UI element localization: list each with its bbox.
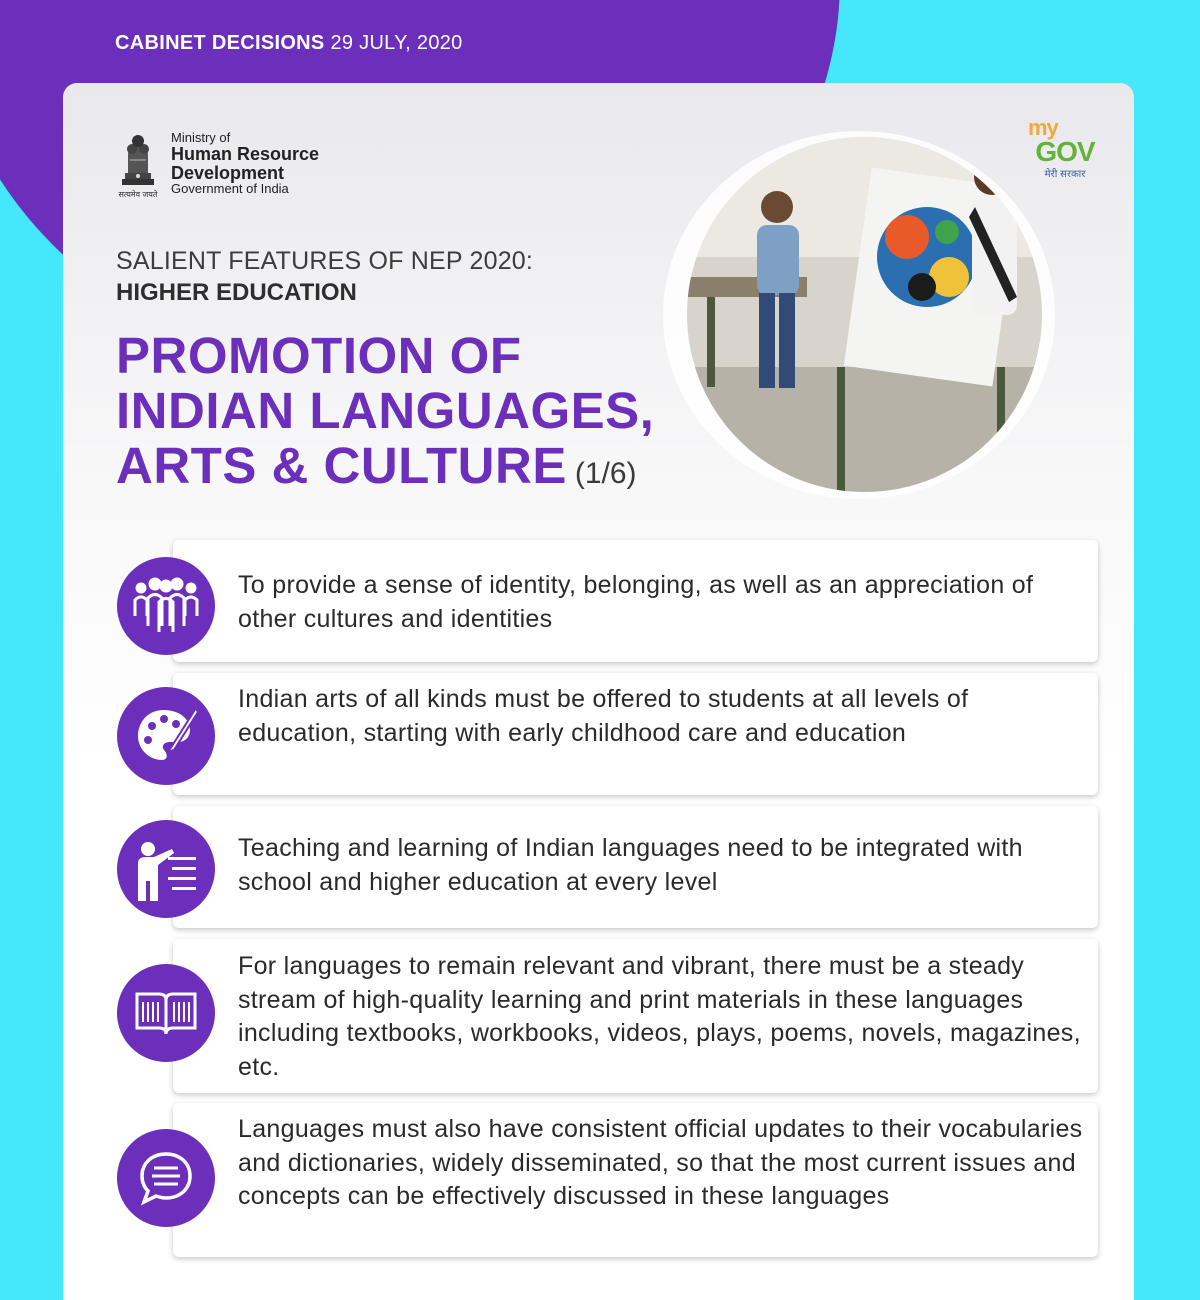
list-item bbox=[173, 939, 1098, 1093]
salient-features-heading: SALIENT FEATURES OF NEP 2020: bbox=[116, 247, 534, 275]
page-title bbox=[116, 327, 655, 495]
emblem-motto: सत्यमेव जयते bbox=[118, 190, 158, 199]
national-emblem-icon bbox=[113, 131, 163, 203]
list-item bbox=[173, 673, 1098, 795]
list-item bbox=[173, 540, 1098, 662]
ministry-logo-block bbox=[113, 131, 319, 203]
speech-bubble-icon bbox=[117, 1129, 215, 1227]
cabinet-decisions-text: CABINET DECISIONS bbox=[115, 32, 325, 54]
list-item bbox=[173, 1103, 1098, 1257]
open-book-icon bbox=[117, 964, 215, 1062]
title-line3-wrap bbox=[116, 437, 654, 495]
list-item bbox=[173, 806, 1098, 928]
item-text: Indian arts of all kinds must be offered to students at all levels of education, starting with early childhood care and education bbox=[238, 685, 969, 747]
higher-education-subheading: HIGHER EDUCATION bbox=[116, 279, 357, 306]
item-text: Languages must also have consistent official updates to their vocabularies and dictionaries, widely disseminated, so that the most current issues and concepts can be effectively discussed in these languages bbox=[238, 1115, 1083, 1210]
item-text: To provide a sense of identity, belonging, as well as an appreciation of other cultures and identities bbox=[238, 571, 1034, 633]
item-text: For languages to remain relevant and vibrant, there must be a steady stream of high-quality learning and print materials in these languages including textbooks, workbooks, videos, plays, poems, novels, magazines, etc. bbox=[238, 952, 1081, 1081]
title-line2: INDIAN LANGUAGES, bbox=[116, 382, 655, 439]
teacher-icon bbox=[117, 820, 215, 918]
infographic-card bbox=[63, 83, 1134, 1300]
art-class-photo bbox=[687, 137, 1042, 492]
ministry-name bbox=[171, 131, 319, 196]
part-indicator: (1/6) bbox=[574, 457, 637, 490]
mygov-gov: GOV bbox=[1035, 136, 1095, 167]
ministry-line1: Ministry of bbox=[171, 130, 231, 145]
palette-icon bbox=[117, 687, 215, 785]
ministry-line3: Development bbox=[171, 162, 285, 183]
title-line3: ARTS & CULTURE bbox=[116, 437, 567, 494]
ministry-line2: Human Resource bbox=[171, 143, 320, 164]
mygov-tagline: मेरी सरकार bbox=[1044, 169, 1086, 181]
item-text: Teaching and learning of Indian languages need to be integrated with school and higher education at every level bbox=[238, 834, 1023, 896]
people-group-icon bbox=[117, 557, 215, 655]
ministry-line4: Government of India bbox=[171, 181, 289, 197]
cabinet-decisions-label bbox=[115, 32, 463, 55]
title-line1: PROMOTION OF bbox=[116, 327, 522, 384]
mygov-my: my bbox=[1028, 115, 1058, 140]
decision-date: 29 JULY, 2020 bbox=[330, 32, 463, 54]
mygov-logo bbox=[1024, 117, 1106, 180]
